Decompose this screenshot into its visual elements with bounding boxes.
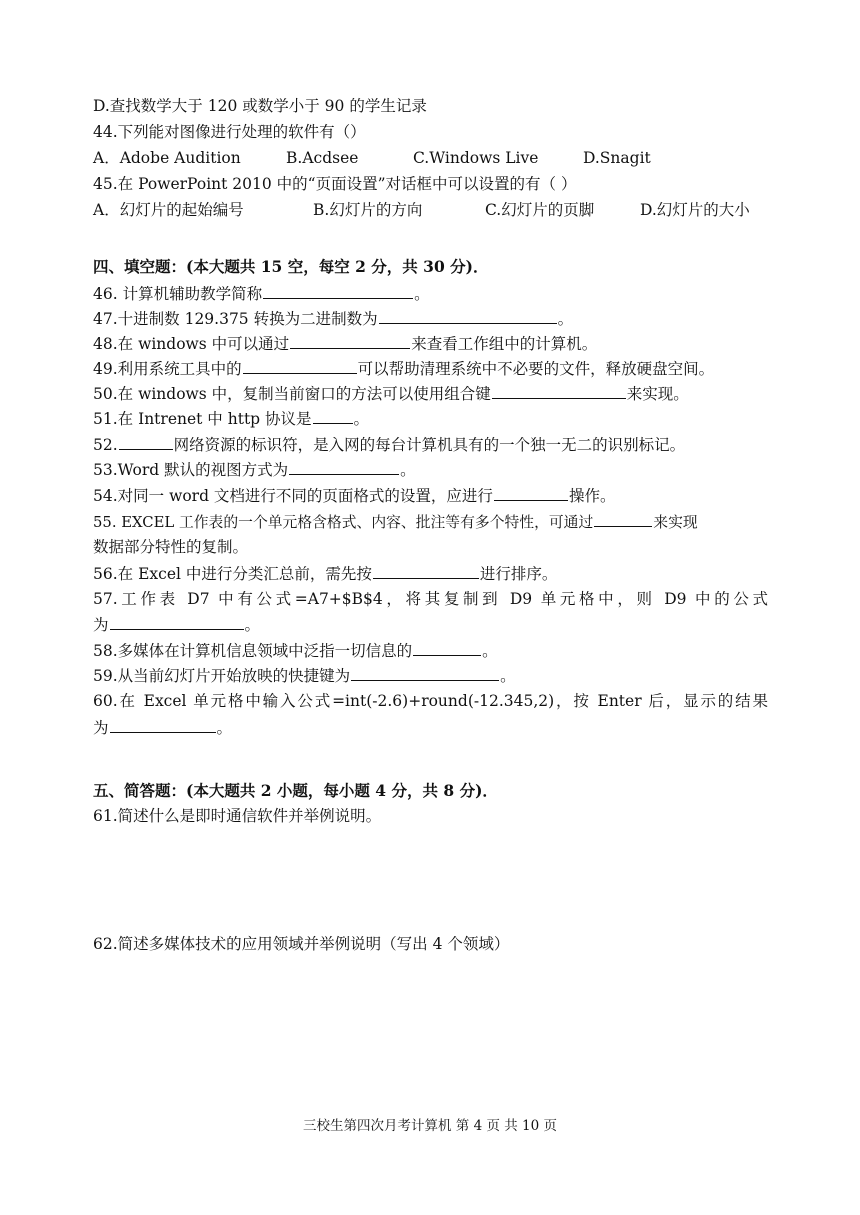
q53-text: 53.Word 默认的视图方式为 [93,461,289,479]
q55-end: 来实现 [653,514,698,531]
q56-text: 56.在 Excel 中进行分类汇总前，需先按 [93,565,372,583]
q44-options [93,148,773,168]
q51-text: 51.在 Intrenet 中 http 协议是 [93,410,312,428]
q58-text: 58.多媒体在计算机信息领域中泛指一切信息的 [93,642,413,660]
q56 [93,563,557,584]
q60-prefix: 为 [93,719,109,737]
q59-text: 59.从当前幻灯片开始放映的快捷键为 [93,667,351,685]
q45-option-b: B.幻灯片的方向 [313,201,423,219]
q52-end: 网络资源的标识符，是入网的每台计算机具有的一个独一无二的识别标记。 [173,436,686,454]
q48 [93,333,597,354]
q50-text: 50.在 windows 中，复制当前窗口的方法可以使用组合键 [93,385,491,403]
q45-option-d: D.幻灯片的大小 [640,201,750,219]
answer-blank[interactable] [263,283,413,299]
q48-text: 48.在 windows 中可以通过 [93,335,290,353]
q44-option-d: D.Snagit [583,149,651,167]
q48-end: 来查看工作组中的计算机。 [411,335,598,353]
q51 [93,408,369,429]
q54 [93,485,615,506]
q60-text: 60.在 Excel 单元格中输入公式=int(-2.6)+round(-12.345,2)，按 Enter 后，显示的结果 [93,692,768,710]
answer-blank[interactable] [413,640,481,656]
q44-text: 44.下列能对图像进行处理的软件有（） [93,123,366,141]
q51-end: 。 [353,410,370,428]
q52 [93,434,685,455]
q58 [93,640,498,661]
answer-blank[interactable] [373,563,479,579]
q57-text: 57.工作表 D7 中有公式=A7+$B$4，将其复制到 D9 单元格中，则 D9 中的公式 [93,590,768,608]
section-4-heading: 四、填空题：(本大题共 15 空，每空 2 分，共 30 分)． [93,257,489,276]
q47-end: 。 [557,310,574,328]
answer-blank[interactable] [243,358,357,374]
q43-option-d: D.查找数学大于 120 或数学小于 90 的学生记录 [93,97,427,115]
q60-continued [93,717,232,738]
answer-blank[interactable] [110,614,244,630]
q49 [93,358,714,379]
q50 [93,383,689,404]
q54-text: 54.对同一 word 文档进行不同的页面格式的设置，应进行 [93,487,493,505]
q44-option-a: A．Adobe Audition [93,149,241,167]
q45-option-c: C.幻灯片的页脚 [485,201,595,219]
q57-prefix: 为 [93,616,109,634]
q47 [93,308,573,329]
q55 [93,511,698,533]
answer-blank[interactable] [594,511,652,527]
q44-option-c: C.Windows Live [413,149,539,167]
answer-blank[interactable] [492,383,626,399]
q59 [93,665,516,686]
q55-continued: 数据部分特性的复制。 [93,538,249,556]
q46-end: 。 [414,285,430,303]
q46 [93,283,430,304]
answer-blank[interactable] [290,333,410,349]
q45-text: 45.在 PowerPoint 2010 中的“页面设置”对话框中可以设置的有（ ） [93,175,577,193]
answer-blank[interactable] [110,717,216,733]
q44-option-b: B.Acdsee [286,149,359,167]
q55-text: 55. EXCEL 工作表的一个单元格含格式、内容、批注等有多个特性，可通过 [93,514,594,531]
q54-end: 操作。 [568,487,616,505]
q47-text: 47.十进制数 129.375 转换为二进制数为 [93,310,378,328]
q45-options [93,200,773,220]
q57-continued [93,614,260,635]
q49-end: 可以帮助清理系统中不必要的文件，释放硬盘空间。 [357,360,715,378]
answer-blank[interactable] [313,408,353,424]
q45-option-a: A．幻灯片的起始编号 [93,201,244,219]
answer-blank[interactable] [379,308,557,324]
q57-end: 。 [244,616,261,634]
answer-blank[interactable] [119,434,173,450]
answer-blank[interactable] [494,485,568,501]
q52-text: 52. [93,436,118,454]
q62-text: 62.简述多媒体技术的应用领域并举例说明（写出 4 个领域） [93,935,510,953]
q56-end: 进行排序。 [479,565,558,583]
q49-text: 49.利用系统工具中的 [93,360,242,378]
q50-end: 来实现。 [626,385,689,403]
page-footer: 三校生第四次月考计算机 第 4 页 共 10 页 [302,1118,557,1134]
q53 [93,459,416,480]
answer-blank[interactable] [351,665,499,681]
q60-end: 。 [216,719,233,737]
section-5-heading: 五、简答题：(本大题共 2 小题，每小题 4 分，共 8 分)． [93,781,498,800]
q46-text: 46. 计算机辅助教学简称 [93,285,263,303]
q59-end: 。 [500,667,516,685]
q58-end: 。 [482,642,498,660]
q61-text: 61.简述什么是即时通信软件并举例说明。 [93,807,382,825]
answer-blank[interactable] [289,459,399,475]
q53-end: 。 [400,461,416,479]
